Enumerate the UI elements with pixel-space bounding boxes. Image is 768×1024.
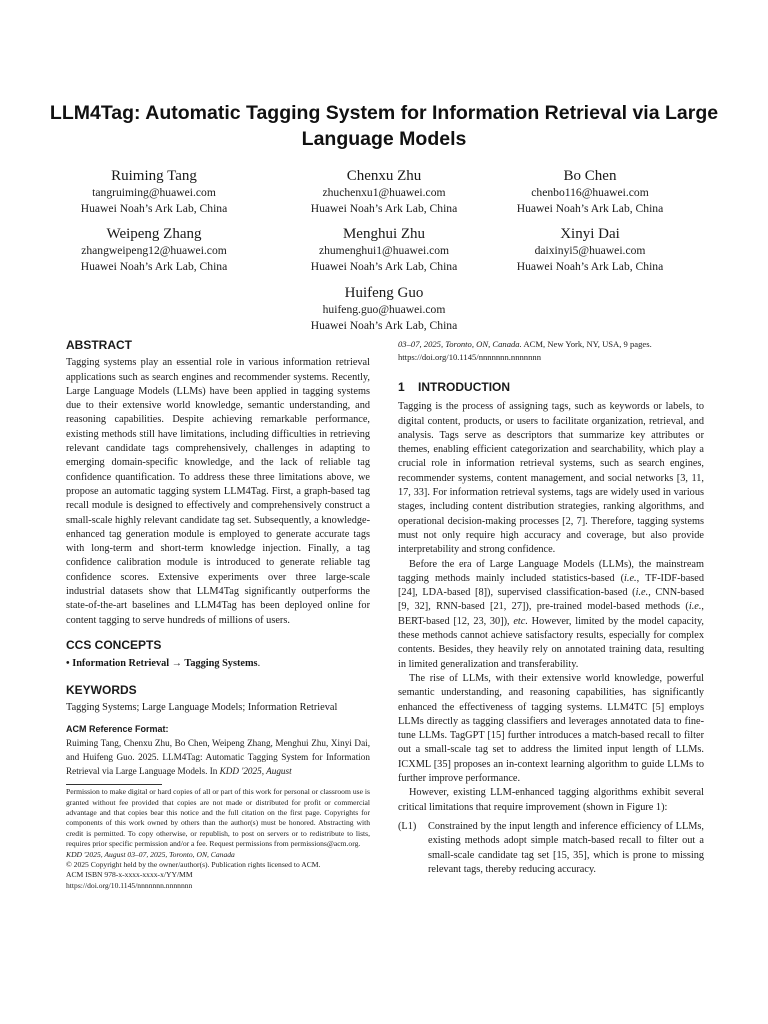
ccs-heading: CCS CONCEPTS [66,637,162,652]
author-email: chenbo116@huawei.com [531,186,649,199]
footnote-rule [66,784,162,785]
author-affiliation: Huawei Noah’s Ark Lab, China [310,319,458,332]
author-email: zhangweipeng12@huawei.com [81,244,227,257]
author-block [34,167,274,217]
text-run: , TF-IDF-based [24], LDA-based [8]), supervised classification-based ( [398,572,704,599]
author-affiliation: Huawei Noah’s Ark Lab, China [80,260,228,273]
author-email: huifeng.guo@huawei.com [322,303,446,316]
author-name: Menghui Zhu [342,226,426,242]
text-run: i.e. [688,601,702,613]
text-run: etc. [513,615,528,627]
author-block [470,225,710,275]
author-name: Ruiming Tang [111,168,197,184]
ccs-period: . [257,658,261,670]
text-run: i.e. [635,587,649,599]
acm-reference-text [66,737,370,778]
author-email: zhuchenxu1@huawei.com [322,186,446,199]
author-name: Chenxu Zhu [346,168,422,184]
paper-title: LLM4Tag: Automatic Tagging System for Information Retrieval via Large Language Models [49,102,719,150]
author-block [264,167,504,217]
text-run: , BERT-based [12, 23, 30]), [398,601,704,627]
keywords-heading: KEYWORDS [66,682,137,697]
abstract-text: Tagging systems play an essential role in various information retrieval applications such as search engines and recommender systems. Recently, Large Language Models (LLMs) have been applied in tagging systems due to their extensive world knowledge, semantic understanding, and reasoning capabilities. Despite achieving remarkable performance, existing methods still have limitations, including difficulties in retrieving relevant candidate tags comprehensively, challenges in adapting to emerging domain-specific knowledge, and the lack of reliable tag confidence quantification. To address these three limitations above, we propose an automatic tagging system LLM4Tag. First, a graph-based tag recall module is designed to effectively and comprehensively construct a small-scale highly relevant candidate tag set. Subsequently, a knowledge-enhanced tag generation module is employed to generate accurate tags with long-term and short-term knowledge injection. Finally, a tag confidence calibration module is introduced to generate reliable tag confidence scores. Extensive experiments over three large-scale industrial datasets show that LLM4Tag significantly outperforms the state-of-the-art baselines and LLM4Tag has been deployed online for content tagging to serve hundreds of millions of users. [66,357,370,626]
acm-reference-date: 03–07, 2025, Toronto, ON, Canada. [398,339,522,349]
conference-info: KDD '2025, August 03–07, 2025, Toronto, ON, Canada [66,849,235,859]
left-column [66,338,370,891]
author-name: Weipeng Zhang [106,226,202,242]
text-run: Before the era of Large Language Models (LLMs), the mainstream tagging methods mainly included statistics-based ( [398,558,704,584]
text-run: i.e. [624,572,637,584]
author-block [264,284,504,334]
text-run: However, limited by the model capacity, these methods cannot achieve satisfactory results, especially for complex contents. Besides, they heavily rely on annotated training data, resulting in limited generalization and transferability. [398,615,704,670]
ccs-concepts [66,657,370,671]
right-column [398,338,704,877]
author-name: Xinyi Dai [560,226,620,242]
author-email: tangruiming@huawei.com [92,186,216,199]
acm-reference-body: Ruiming Tang, Chenxu Zhu, Bo Chen, Weipeng Zhang, Menghui Zhu, Xinyi Dai, and Huifeng Guo. 2025. LLM4Tag: Automatic Tagging System for Information Retrieval via Large Language Models. In [66,738,370,776]
author-affiliation: Huawei Noah’s Ark Lab, China [310,260,458,273]
limitation-label: (L1) [398,820,417,832]
keywords-text: Tagging Systems; Large Language Models; Information Retrieval [66,701,338,713]
ccs-concept: Information Retrieval [72,658,170,670]
author-email: daixinyi5@huawei.com [534,244,646,257]
author-block [264,225,504,275]
intro-paragraph-2 [398,558,704,672]
author-affiliation: Huawei Noah’s Ark Lab, China [310,202,458,215]
author-block [34,225,274,275]
section-title: INTRODUCTION [418,380,511,394]
acm-reference-publisher: ACM, New York, NY, USA, 9 pages. https://doi.org/10.1145/nnnnnnn.nnnnnnn [398,339,652,362]
acm-reference-heading: ACM Reference Format: [66,724,169,735]
author-affiliation: Huawei Noah’s Ark Lab, China [80,202,228,215]
acm-reference-continued [398,338,704,364]
limitation-text: Constrained by the input length and inference efficiency of LLMs, existing methods adopt simple match-based recall to filter out a small-scale candidate tag set [15, 35], which is prone to missing relevant tags, thereby reducing accuracy. [428,820,704,875]
ccs-bullet: • [66,658,70,670]
author-email: zhumenghui1@huawei.com [318,244,450,257]
acm-reference-venue: KDD '2025, August [219,765,292,776]
isbn-note: ACM ISBN 978-x-xxxx-xxxx-x/YY/MM [66,870,193,880]
intro-paragraph-1: Tagging is the process of assigning tags, such as keywords or labels, to digital content, products, or users to facilitate organization, retrieval, and analysis. Tags serve as descriptors that summarize key attributes or themes, enabling efficient categorization and searchability, which play a crucial role in information retrieval systems, such as search engines, recommender systems, content management, and social networks [3, 11, 17, 33]. For information retrieval systems, tags are widely used in various stages, including content distribution strategies, ranking algorithms, and operational decision-making processes [2, 7]. Therefore, tagging systems must not only require high accuracy and coverage, but also provide interpretability and strong confidence. [398,401,704,556]
ccs-subconcept: Tagging Systems [184,658,258,670]
author-name: Bo Chen [563,168,617,184]
copyright-note: © 2025 Copyright held by the owner/author(s). Publication rights licensed to ACM. [66,860,321,870]
author-affiliation: Huawei Noah’s Ark Lab, China [516,202,664,215]
limitation-item-l1 [398,820,704,877]
conference-note [66,850,370,860]
permission-notice: Permission to make digital or hard copies of all or part of this work for personal or classroom use is granted without fee provided that copies are not made or distributed for profit or commercial advantage and that copies bear this notice and the full citation on the first page. Copyrights for components of this work owned by others than the author(s) must be honored. Abstracting with credit is permitted. To copy otherwise, or republish, to post on servers or to redistribute to lists, requires prior specific permission and/or a fee. Request permissions from permissions@acm.org. [66,787,370,849]
author-name: Huifeng Guo [344,285,424,301]
ccs-arrow: → [171,658,183,670]
text-run: , CNN-based [9, 32], RNN-based [21, 27]), pre-trained model-based methods ( [398,587,705,613]
intro-paragraph-4: However, existing LLM-enhanced tagging algorithms exhibit several critical limitations that require improvement (shown in Figure 1): [398,787,704,813]
doi-note: https://doi.org/10.1145/nnnnnnn.nnnnnnn [66,880,193,890]
introduction-heading [398,380,704,394]
author-affiliation: Huawei Noah’s Ark Lab, China [516,260,664,273]
section-number: 1 [398,380,405,394]
author-block [470,167,710,217]
abstract-heading: ABSTRACT [66,338,132,352]
intro-paragraph-3: The rise of LLMs, with their extensive world knowledge, powerful semantic understanding, and reasoning capabilities, has significantly enhanced the effectiveness of tagging systems. LLM4TC [5] employs LLMs directly as tagging classifiers and leverages annotated data to fine-tune LLMs. TagGPT [15] further introduces a match-based recall to filter out a small-scale tag set to address the limited input length of LLMs. ICXML [35] proposes an in-context learning algorithm to guide LLMs to further improve performance. [398,672,704,785]
